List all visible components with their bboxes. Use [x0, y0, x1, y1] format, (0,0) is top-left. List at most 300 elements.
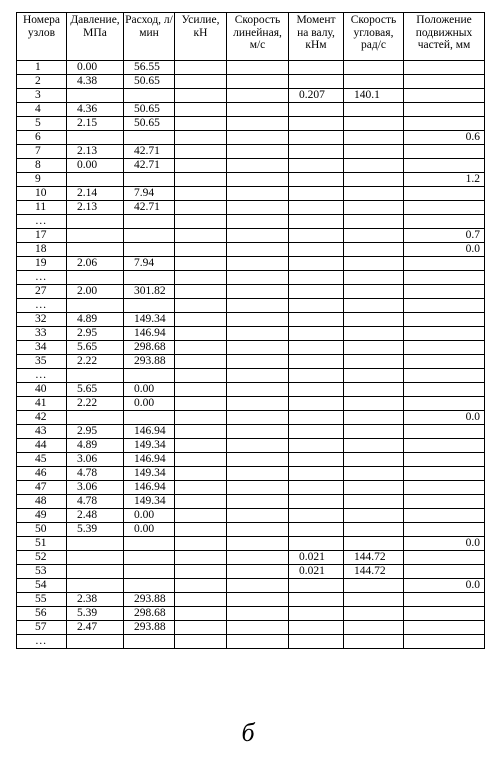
cell-pressure: 4.89: [67, 439, 124, 453]
cell-node-number: 17: [17, 229, 67, 243]
cell-position: 1.2: [404, 173, 485, 187]
cell-shaft-torque: [289, 187, 344, 201]
cell-angular-speed: [344, 383, 404, 397]
table-row: [17, 579, 485, 593]
cell-shaft-torque: [289, 453, 344, 467]
cell-linear-speed: [227, 89, 289, 103]
cell-shaft-torque: [289, 509, 344, 523]
cell-position: [404, 299, 485, 313]
cell-shaft-torque: [289, 201, 344, 215]
cell-shaft-torque: [289, 621, 344, 635]
cell-angular-speed: [344, 425, 404, 439]
cell-position: [404, 453, 485, 467]
cell-linear-speed: [227, 341, 289, 355]
cell-force: [175, 593, 227, 607]
cell-force: [175, 635, 227, 649]
cell-shaft-torque: [289, 299, 344, 313]
cell-angular-speed: [344, 271, 404, 285]
cell-pressure: 4.78: [67, 495, 124, 509]
cell-node-number: 50: [17, 523, 67, 537]
cell-pressure: 2.13: [67, 201, 124, 215]
cell-linear-speed: [227, 61, 289, 75]
cell-node-number: 40: [17, 383, 67, 397]
cell-position: [404, 635, 485, 649]
cell-node-number: 10: [17, 187, 67, 201]
cell-linear-speed: [227, 271, 289, 285]
cell-angular-speed: [344, 467, 404, 481]
header-pressure: Давление, МПа: [67, 13, 124, 61]
cell-flow-rate: 50.65: [124, 117, 175, 131]
cell-shaft-torque: [289, 173, 344, 187]
cell-force: [175, 75, 227, 89]
cell-linear-speed: [227, 509, 289, 523]
cell-shaft-torque: [289, 537, 344, 551]
cell-linear-speed: [227, 607, 289, 621]
table-row: [17, 537, 485, 551]
cell-angular-speed: [344, 453, 404, 467]
cell-flow-rate: 7.94: [124, 257, 175, 271]
table-row: [17, 257, 485, 271]
cell-angular-speed: [344, 481, 404, 495]
cell-pressure: 2.15: [67, 117, 124, 131]
cell-shaft-torque: [289, 271, 344, 285]
cell-flow-rate: 0.00: [124, 383, 175, 397]
cell-position: [404, 145, 485, 159]
table-header: [17, 13, 485, 61]
header-flow-rate: Расход, л/мин: [124, 13, 175, 61]
table-row: [17, 551, 485, 565]
cell-pressure: [67, 411, 124, 425]
cell-force: [175, 285, 227, 299]
cell-angular-speed: [344, 131, 404, 145]
cell-angular-speed: [344, 397, 404, 411]
table-row: [17, 467, 485, 481]
cell-linear-speed: [227, 383, 289, 397]
cell-node-number: 46: [17, 467, 67, 481]
cell-flow-rate: [124, 299, 175, 313]
table-row: [17, 635, 485, 649]
cell-position: [404, 187, 485, 201]
cell-angular-speed: [344, 341, 404, 355]
cell-position: [404, 341, 485, 355]
cell-position: [404, 257, 485, 271]
cell-position: [404, 313, 485, 327]
cell-node-number: 3: [17, 89, 67, 103]
cell-pressure: 5.39: [67, 607, 124, 621]
table-row: [17, 495, 485, 509]
cell-position: 0.7: [404, 229, 485, 243]
cell-linear-speed: [227, 495, 289, 509]
cell-node-number: 9: [17, 173, 67, 187]
cell-angular-speed: [344, 439, 404, 453]
cell-shaft-torque: [289, 75, 344, 89]
cell-angular-speed: [344, 299, 404, 313]
cell-linear-speed: [227, 467, 289, 481]
cell-node-number: 8: [17, 159, 67, 173]
cell-linear-speed: [227, 355, 289, 369]
cell-linear-speed: [227, 593, 289, 607]
cell-position: [404, 103, 485, 117]
cell-angular-speed: [344, 579, 404, 593]
cell-node-number: 45: [17, 453, 67, 467]
cell-angular-speed: [344, 537, 404, 551]
table-row: [17, 187, 485, 201]
table-row: [17, 509, 485, 523]
cell-node-number: …: [17, 635, 67, 649]
cell-position: [404, 383, 485, 397]
table-row: [17, 313, 485, 327]
cell-position: [404, 607, 485, 621]
cell-linear-speed: [227, 243, 289, 257]
cell-angular-speed: [344, 327, 404, 341]
cell-node-number: 11: [17, 201, 67, 215]
cell-flow-rate: [124, 369, 175, 383]
cell-force: [175, 621, 227, 635]
cell-position: [404, 467, 485, 481]
table-row: [17, 173, 485, 187]
cell-linear-speed: [227, 285, 289, 299]
cell-linear-speed: [227, 215, 289, 229]
cell-force: [175, 187, 227, 201]
cell-pressure: 3.06: [67, 481, 124, 495]
cell-node-number: 5: [17, 117, 67, 131]
cell-shaft-torque: [289, 131, 344, 145]
cell-position: 0.6: [404, 131, 485, 145]
cell-pressure: 2.22: [67, 397, 124, 411]
cell-flow-rate: [124, 579, 175, 593]
cell-shaft-torque: [289, 117, 344, 131]
cell-force: [175, 341, 227, 355]
cell-pressure: 4.38: [67, 75, 124, 89]
cell-force: [175, 243, 227, 257]
table-row: [17, 593, 485, 607]
cell-pressure: 2.95: [67, 327, 124, 341]
cell-linear-speed: [227, 299, 289, 313]
cell-pressure: 2.00: [67, 285, 124, 299]
cell-position: [404, 355, 485, 369]
cell-pressure: 4.78: [67, 467, 124, 481]
cell-linear-speed: [227, 635, 289, 649]
table-row: [17, 271, 485, 285]
cell-force: [175, 89, 227, 103]
table-row: [17, 159, 485, 173]
cell-shaft-torque: [289, 495, 344, 509]
cell-angular-speed: [344, 285, 404, 299]
cell-position: [404, 397, 485, 411]
cell-node-number: 6: [17, 131, 67, 145]
cell-node-number: 35: [17, 355, 67, 369]
cell-position: 0.0: [404, 537, 485, 551]
table-body: [17, 61, 485, 649]
cell-linear-speed: [227, 75, 289, 89]
cell-node-number: 53: [17, 565, 67, 579]
cell-force: [175, 425, 227, 439]
cell-angular-speed: [344, 355, 404, 369]
header-node-number: Номера узлов: [17, 13, 67, 61]
cell-force: [175, 551, 227, 565]
cell-linear-speed: [227, 201, 289, 215]
header-shaft-torque: Момент на валу, кНм: [289, 13, 344, 61]
cell-force: [175, 271, 227, 285]
cell-position: 0.0: [404, 243, 485, 257]
cell-flow-rate: 298.68: [124, 607, 175, 621]
table-row: [17, 425, 485, 439]
cell-node-number: …: [17, 215, 67, 229]
cell-pressure: [67, 551, 124, 565]
cell-node-number: 48: [17, 495, 67, 509]
cell-pressure: 2.47: [67, 621, 124, 635]
cell-flow-rate: [124, 229, 175, 243]
node-parameters-table-container: [16, 12, 484, 649]
cell-linear-speed: [227, 565, 289, 579]
cell-angular-speed: [344, 103, 404, 117]
table-row: [17, 103, 485, 117]
cell-linear-speed: [227, 117, 289, 131]
cell-force: [175, 313, 227, 327]
cell-pressure: 3.06: [67, 453, 124, 467]
cell-shaft-torque: [289, 411, 344, 425]
figure-caption: б: [241, 718, 255, 747]
table-row: [17, 341, 485, 355]
cell-position: [404, 369, 485, 383]
cell-force: [175, 103, 227, 117]
cell-pressure: [67, 635, 124, 649]
cell-pressure: [67, 565, 124, 579]
cell-angular-speed: [344, 523, 404, 537]
cell-linear-speed: [227, 537, 289, 551]
cell-force: [175, 145, 227, 159]
cell-angular-speed: [344, 229, 404, 243]
cell-flow-rate: 42.71: [124, 201, 175, 215]
header-linear-speed: Скорость линейная, м/с: [227, 13, 289, 61]
cell-angular-speed: [344, 509, 404, 523]
cell-force: [175, 355, 227, 369]
cell-linear-speed: [227, 131, 289, 145]
cell-node-number: …: [17, 369, 67, 383]
cell-linear-speed: [227, 369, 289, 383]
cell-pressure: [67, 229, 124, 243]
cell-pressure: 2.95: [67, 425, 124, 439]
cell-node-number: 52: [17, 551, 67, 565]
cell-flow-rate: [124, 635, 175, 649]
cell-position: [404, 117, 485, 131]
cell-flow-rate: [124, 215, 175, 229]
cell-shaft-torque: [289, 369, 344, 383]
cell-linear-speed: [227, 327, 289, 341]
cell-node-number: 51: [17, 537, 67, 551]
cell-angular-speed: [344, 61, 404, 75]
cell-shaft-torque: [289, 355, 344, 369]
cell-pressure: 4.89: [67, 313, 124, 327]
cell-shaft-torque: [289, 285, 344, 299]
cell-position: [404, 201, 485, 215]
cell-flow-rate: [124, 243, 175, 257]
cell-linear-speed: [227, 187, 289, 201]
cell-shaft-torque: [289, 341, 344, 355]
cell-pressure: 2.38: [67, 593, 124, 607]
cell-linear-speed: [227, 313, 289, 327]
cell-force: [175, 439, 227, 453]
cell-angular-speed: [344, 593, 404, 607]
cell-flow-rate: 293.88: [124, 621, 175, 635]
cell-flow-rate: 146.94: [124, 453, 175, 467]
table-row: [17, 607, 485, 621]
cell-linear-speed: [227, 481, 289, 495]
cell-flow-rate: 149.34: [124, 313, 175, 327]
cell-shaft-torque: [289, 61, 344, 75]
cell-node-number: 1: [17, 61, 67, 75]
cell-force: [175, 607, 227, 621]
cell-node-number: 57: [17, 621, 67, 635]
cell-node-number: …: [17, 271, 67, 285]
table-row: [17, 299, 485, 313]
cell-angular-speed: [344, 635, 404, 649]
cell-pressure: 2.48: [67, 509, 124, 523]
cell-position: [404, 159, 485, 173]
table-row: [17, 285, 485, 299]
cell-pressure: [67, 89, 124, 103]
cell-pressure: [67, 369, 124, 383]
cell-pressure: [67, 215, 124, 229]
cell-linear-speed: [227, 145, 289, 159]
table-row: [17, 397, 485, 411]
cell-force: [175, 159, 227, 173]
cell-force: [175, 173, 227, 187]
cell-angular-speed: [344, 243, 404, 257]
cell-flow-rate: 146.94: [124, 425, 175, 439]
cell-position: [404, 509, 485, 523]
cell-position: [404, 551, 485, 565]
cell-shaft-torque: [289, 523, 344, 537]
cell-position: [404, 285, 485, 299]
cell-pressure: 2.06: [67, 257, 124, 271]
table-row: [17, 621, 485, 635]
cell-linear-speed: [227, 551, 289, 565]
cell-node-number: 27: [17, 285, 67, 299]
cell-linear-speed: [227, 159, 289, 173]
cell-position: [404, 89, 485, 103]
table-row: [17, 439, 485, 453]
cell-shaft-torque: 0.021: [289, 565, 344, 579]
cell-node-number: 56: [17, 607, 67, 621]
cell-position: [404, 61, 485, 75]
cell-linear-speed: [227, 257, 289, 271]
cell-angular-speed: [344, 173, 404, 187]
cell-position: [404, 215, 485, 229]
table-row: [17, 481, 485, 495]
header-force: Усилие, кН: [175, 13, 227, 61]
cell-position: [404, 327, 485, 341]
table-row: [17, 89, 485, 103]
table-row: [17, 75, 485, 89]
cell-angular-speed: [344, 215, 404, 229]
cell-angular-speed: 140.1: [344, 89, 404, 103]
cell-flow-rate: [124, 411, 175, 425]
cell-node-number: …: [17, 299, 67, 313]
cell-node-number: 54: [17, 579, 67, 593]
cell-pressure: 5.65: [67, 341, 124, 355]
cell-linear-speed: [227, 411, 289, 425]
cell-shaft-torque: [289, 243, 344, 257]
cell-angular-speed: 144.72: [344, 551, 404, 565]
cell-linear-speed: [227, 229, 289, 243]
cell-pressure: 2.22: [67, 355, 124, 369]
cell-force: [175, 537, 227, 551]
cell-flow-rate: 149.34: [124, 467, 175, 481]
cell-angular-speed: [344, 369, 404, 383]
cell-position: [404, 481, 485, 495]
cell-flow-rate: 149.34: [124, 495, 175, 509]
cell-shaft-torque: [289, 229, 344, 243]
cell-shaft-torque: [289, 257, 344, 271]
cell-pressure: 0.00: [67, 61, 124, 75]
cell-pressure: [67, 173, 124, 187]
cell-force: [175, 131, 227, 145]
cell-shaft-torque: 0.021: [289, 551, 344, 565]
cell-node-number: 4: [17, 103, 67, 117]
cell-shaft-torque: [289, 593, 344, 607]
table-row: [17, 61, 485, 75]
cell-flow-rate: 56.55: [124, 61, 175, 75]
table-row: [17, 131, 485, 145]
table-row: [17, 117, 485, 131]
cell-force: [175, 467, 227, 481]
cell-linear-speed: [227, 425, 289, 439]
table-row: [17, 523, 485, 537]
cell-angular-speed: [344, 313, 404, 327]
cell-linear-speed: [227, 523, 289, 537]
cell-flow-rate: [124, 89, 175, 103]
table-row: [17, 201, 485, 215]
cell-force: [175, 495, 227, 509]
cell-flow-rate: [124, 551, 175, 565]
cell-force: [175, 383, 227, 397]
cell-linear-speed: [227, 453, 289, 467]
cell-force: [175, 411, 227, 425]
cell-force: [175, 201, 227, 215]
cell-pressure: 2.13: [67, 145, 124, 159]
cell-pressure: [67, 579, 124, 593]
cell-force: [175, 397, 227, 411]
table-row: [17, 145, 485, 159]
cell-shaft-torque: [289, 481, 344, 495]
cell-shaft-torque: [289, 327, 344, 341]
cell-shaft-torque: [289, 215, 344, 229]
cell-shaft-torque: [289, 635, 344, 649]
cell-shaft-torque: [289, 313, 344, 327]
cell-node-number: 49: [17, 509, 67, 523]
table-row: [17, 383, 485, 397]
table-row: [17, 565, 485, 579]
cell-shaft-torque: [289, 103, 344, 117]
cell-shaft-torque: 0.207: [289, 89, 344, 103]
cell-force: [175, 369, 227, 383]
cell-flow-rate: 0.00: [124, 523, 175, 537]
cell-shaft-torque: [289, 159, 344, 173]
node-parameters-table: [16, 12, 485, 649]
cell-force: [175, 481, 227, 495]
cell-position: 0.0: [404, 411, 485, 425]
cell-force: [175, 215, 227, 229]
cell-shaft-torque: [289, 607, 344, 621]
cell-flow-rate: 0.00: [124, 397, 175, 411]
cell-shaft-torque: [289, 383, 344, 397]
cell-angular-speed: [344, 159, 404, 173]
table-row: [17, 369, 485, 383]
cell-force: [175, 229, 227, 243]
cell-shaft-torque: [289, 425, 344, 439]
table-row: [17, 355, 485, 369]
